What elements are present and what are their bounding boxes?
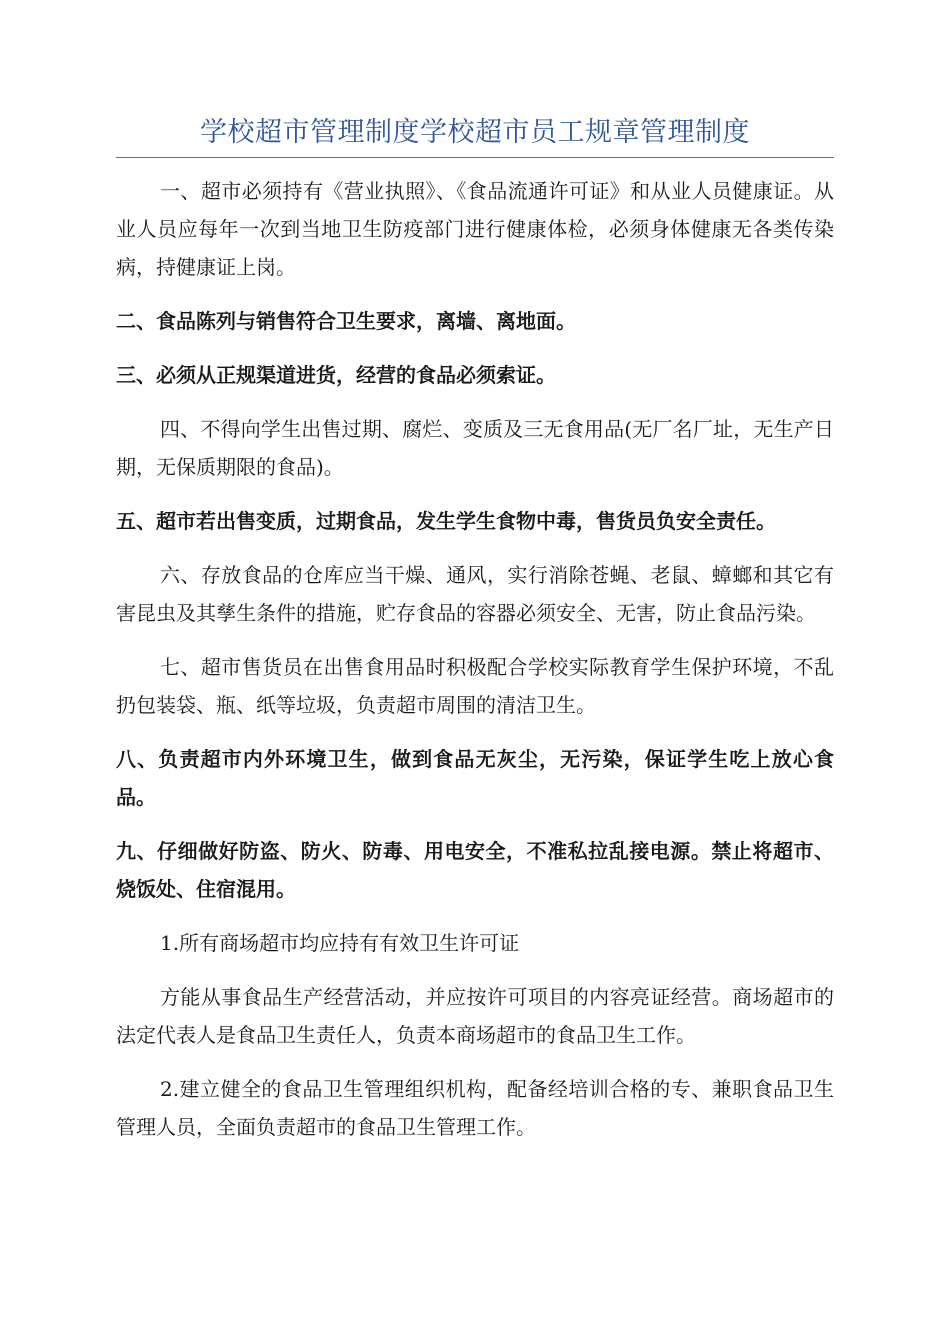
paragraph-3: 三、必须从正规渠道进货，经营的食品必须索证。 xyxy=(116,363,556,387)
paragraph-7: 七、超市售货员在出售食用品时积极配合学校实际教育学生保护环境，不乱扔包装袋、瓶、纸等垃圾，负责超市周围的清洁卫生。 xyxy=(116,655,834,717)
paragraph-11: 方能从事食品生产经营活动，并应按许可项目的内容亮证经营。商场超市的法定代表人是食品卫生责任人，负责本商场超市的食品卫生工作。 xyxy=(116,985,834,1047)
paragraph-12: 2.建立健全的食品卫生管理组织机构，配备经培训合格的专、兼职食品卫生管理人员，全面负责超市的食品卫生管理工作。 xyxy=(116,1077,834,1139)
paragraph-6: 六、存放食品的仓库应当干燥、通风，实行消除苍蝇、老鼠、蟑螂和其它有害昆虫及其孳生条件的措施，贮存食品的容器必须安全、无害，防止食品污染。 xyxy=(116,563,834,625)
title-underline xyxy=(116,157,834,158)
paragraph-1: 一、超市必须持有《营业执照》、《食品流通许可证》和从业人员健康证。从业人员应每年一次到当地卫生防疫部门进行健康体检，必须身体健康无各类传染病，持健康证上岗。 xyxy=(116,179,834,279)
paragraph-9: 九、仔细做好防盗、防火、防毒、用电安全，不准私拉乱接电源。禁止将超市、烧饭处、住宿混用。 xyxy=(116,839,834,901)
paragraph-2: 二、食品陈列与销售符合卫生要求，离墙、离地面。 xyxy=(116,309,576,333)
paragraph-10: 1.所有商场超市均应持有有效卫生许可证 xyxy=(160,931,520,955)
document-title: 学校超市管理制度学校超市员工规章管理制度 xyxy=(200,117,750,148)
paragraph-8: 八、负责超市内外环境卫生，做到食品无灰尘，无污染，保证学生吃上放心食品。 xyxy=(116,747,834,809)
paragraph-4: 四、不得向学生出售过期、腐烂、变质及三无食用品(无厂名厂址，无生产日期，无保质期限的食品)。 xyxy=(116,417,834,479)
document-page xyxy=(116,112,834,1162)
paragraph-5: 五、超市若出售变质，过期食品，发生学生食物中毒，售货员负安全责任。 xyxy=(116,509,776,533)
